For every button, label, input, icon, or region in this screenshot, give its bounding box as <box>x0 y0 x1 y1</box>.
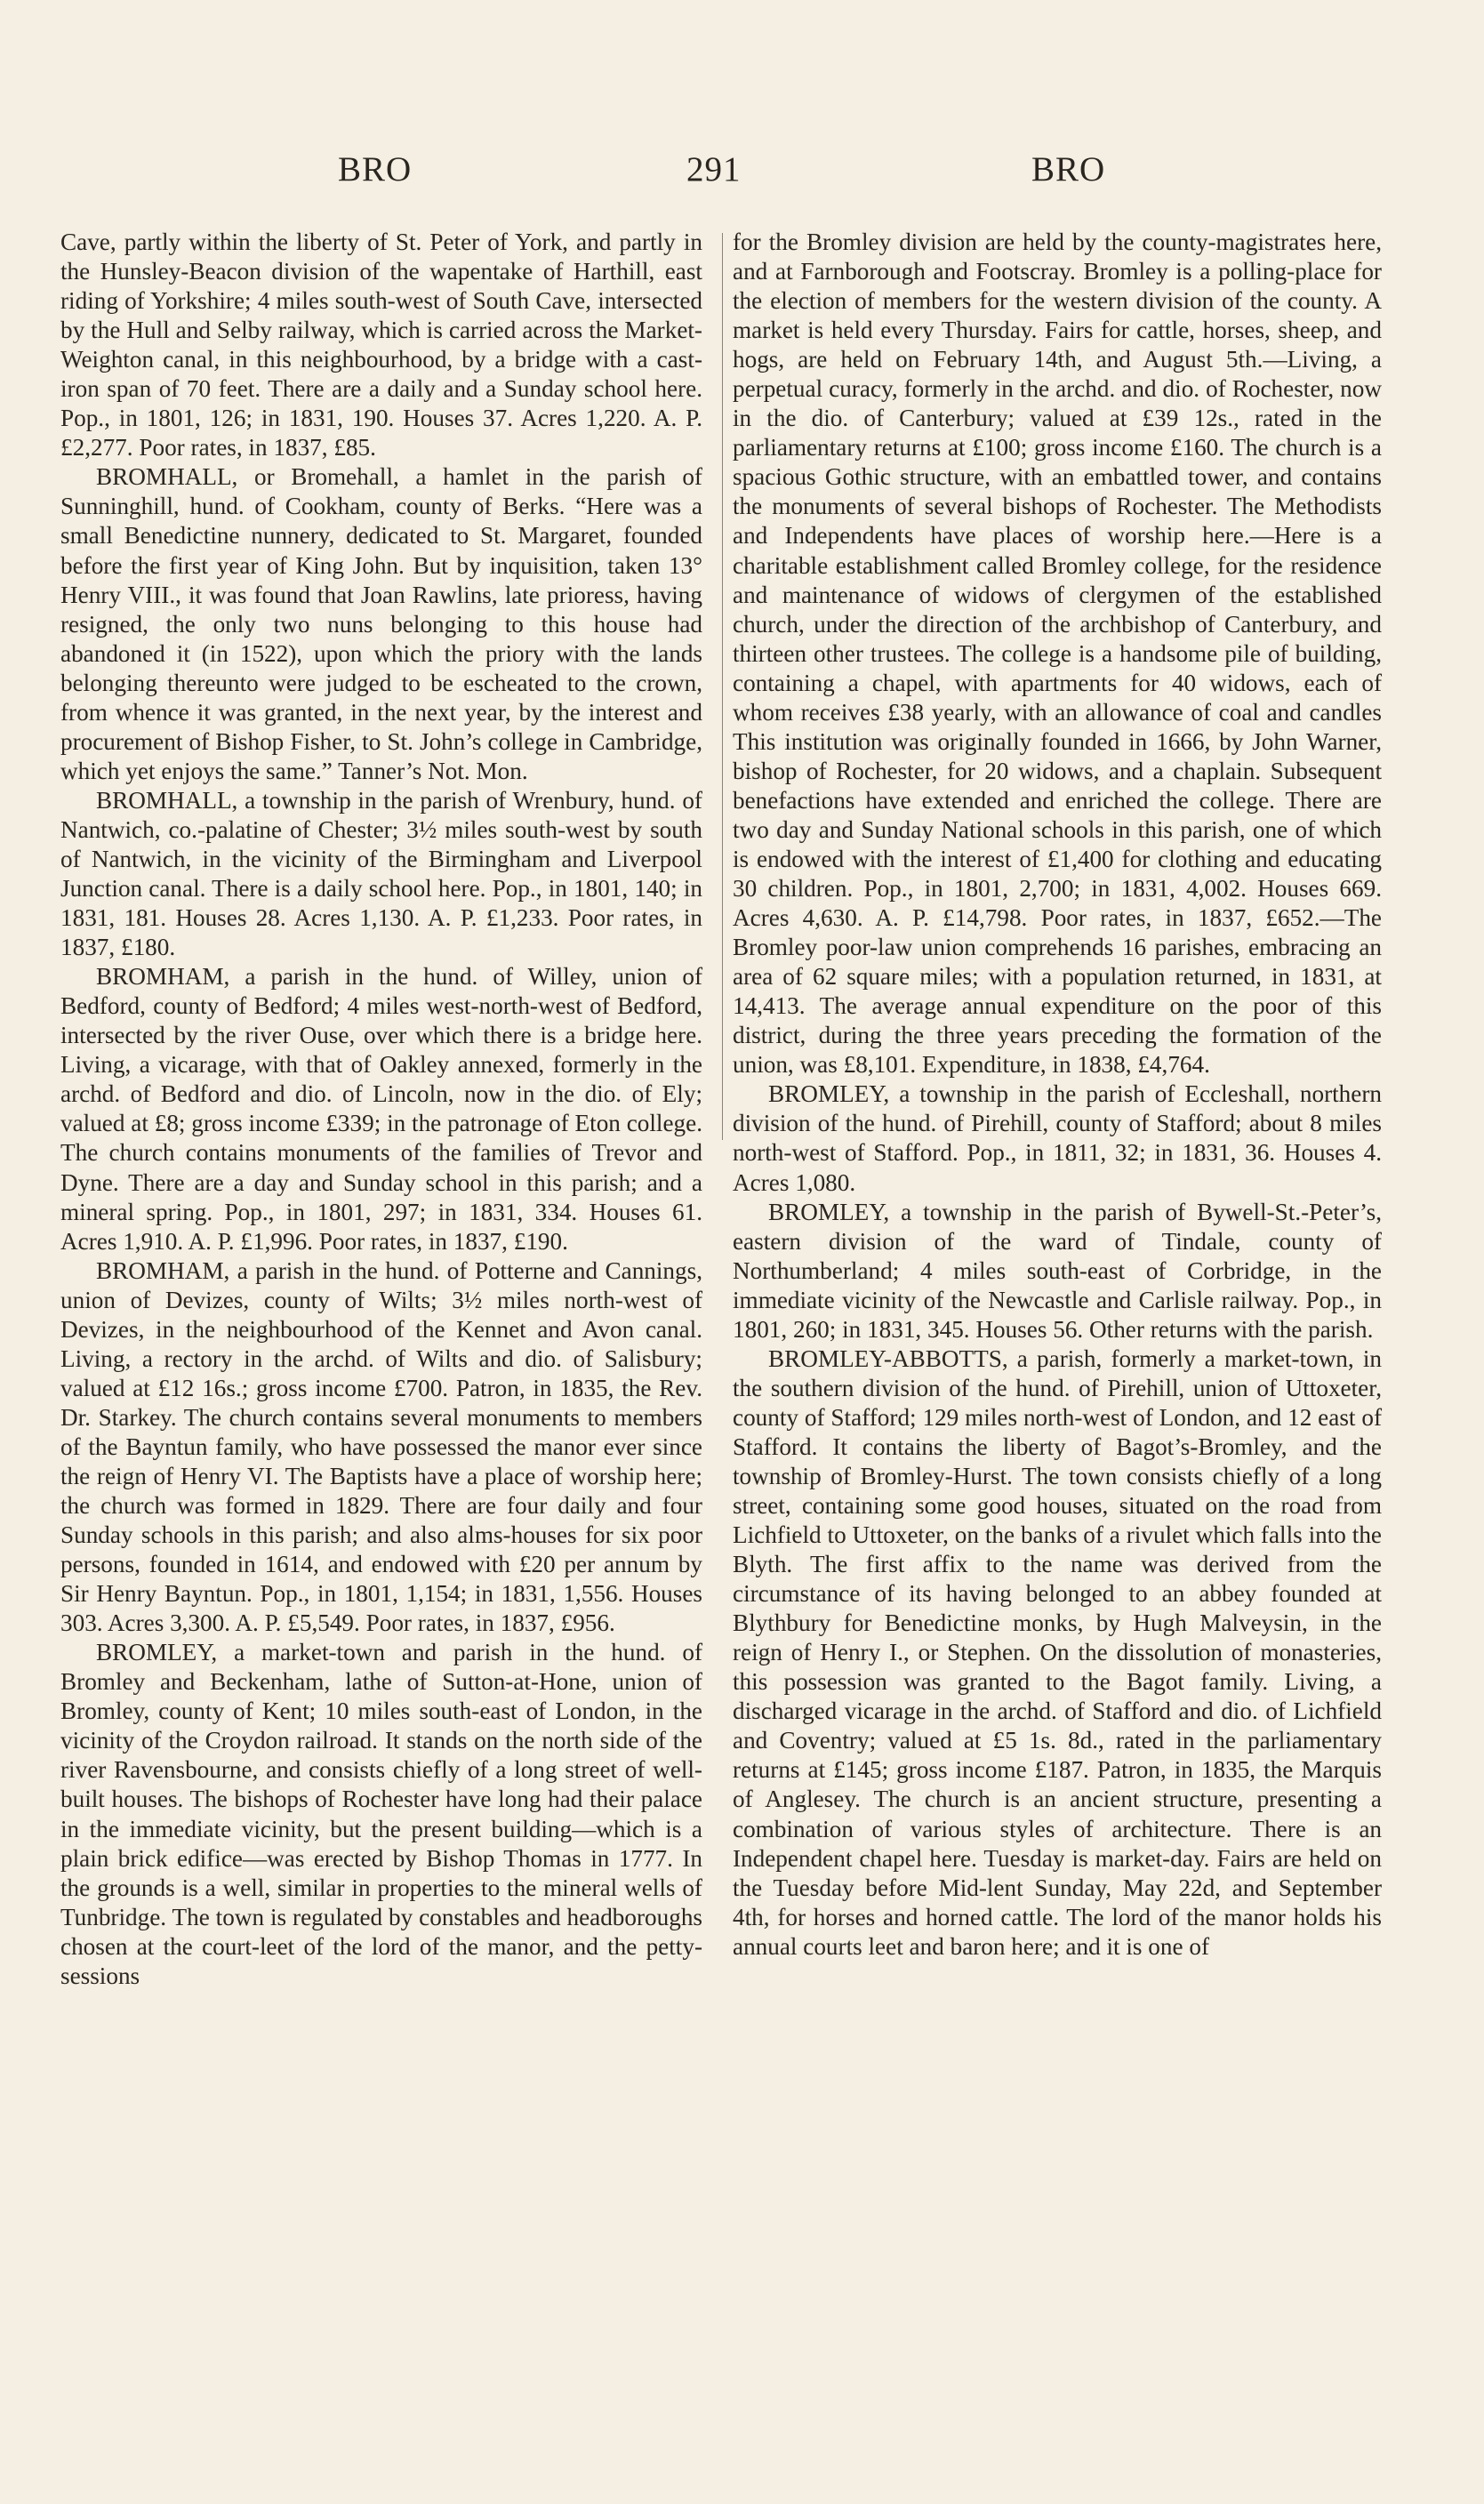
page-number: 291 <box>686 150 742 189</box>
running-header <box>0 149 1484 194</box>
entry-paragraph: Cave, partly within the liberty of St. Peter of York, and partly in the Hunsley-Beacon division of the wapentake of Harthill, east riding of Yorkshire; 4 miles south-west of South Cave, intersected by the Hull and Selby railway, which is carried across the Market-Weighton canal, in this neighbourhood, by a bridge with a cast-iron span of 70 feet. There are a daily and a Sunday school here. Pop., in 1801, 126; in 1831, 190. Houses 37. Acres 1,220. A. P. £2,277. Poor rates, in 1837, £85. <box>60 229 702 461</box>
entry-paragraph: BROMLEY, a township in the parish of Bywell-St.-Peter’s, eastern division of the ward of Tindale, county of Northumberland; 4 miles south-east of Corbridge, in the immediate vicinity of the Newcastle and Carlisle railway. Pop., in 1801, 260; in 1831, 345. Houses 56. Other returns with the parish. <box>733 1198 1382 1343</box>
entry-paragraph: for the Bromley division are held by the county-magistrates here, and at Farnborough and Footscray. Bromley is a polling-place for the election of members for the western division of the county. A market is held every Thursday. Fairs for cattle, horses, sheep, and hogs, are held on February 14th, and August 5th.—Living, a perpetual curacy, formerly in the archd. and dio. of Rochester, now in the dio. of Canterbury; valued at £39 12s., rated in the parliamentary returns at £100; gross income £160. The church is a spacious Gothic structure, with an embattled tower, and contains the monuments of several bishops of Rochester. The Methodists and Independents have places of worship here.—Here is a charitable establishment called Bromley college, for the residence and maintenance of widows of clergymen of the established church, under the direction of the archbishop of Canterbury, and thirteen other trustees. The college is a handsome pile of building, containing a chapel, with apartments for 40 widows, each of whom receives £38 yearly, with an allowance of coal and candles This institution was originally founded in 1666, by John Warner, bishop of Rochester, for 20 widows, and a chaplain. Subsequent benefactions have extended and enriched the college. There are two day and Sunday National schools in this parish, one of which is endowed with the interest of £1,400 for clothing and educating 30 children. Pop., in 1801, 2,700; in 1831, 4,002. Houses 669. Acres 4,630. A. P. £14,798. Poor rates, in 1837, £652.—The Bromley poor-law union comprehends 16 parishes, embracing an area of 62 square miles; with a population returned, in 1831, at 14,413. The average annual expenditure on the poor of this district, during the three years preceding the formation of the union, was £8,101. Expenditure, in 1838, £4,764. <box>733 229 1382 1079</box>
left-column <box>60 228 702 1991</box>
entry-paragraph: BROMHALL, or Bromehall, a hamlet in the parish of Sunninghill, hund. of Cookham, county of Berks. “Here was a small Benedictine nunnery, dedicated to St. Margaret, founded before the first year of King John. But by inquisition, taken 13° Henry VIII., it was found that Joan Rawlins, late prioress, having resigned, the only two nuns belonging to this house had abandoned it (in 1522), upon which the priory with the lands belonging thereunto were judged to be escheated to the crown, from whence it was granted, in the next year, by the interest and procurement of Bishop Fisher, to St. John’s college in Cambridge, which yet enjoys the same.” Tanner’s Not. Mon. <box>60 463 702 784</box>
header-left-catchword: BRO <box>338 150 413 189</box>
right-column <box>733 228 1382 1962</box>
entry-paragraph: BROMHALL, a township in the parish of Wrenbury, hund. of Nantwich, co.-palatine of Chester; 3½ miles south-west by south of Nantwich, in the vicinity of the Birmingham and Liverpool Junction canal. There is a daily school here. Pop., in 1801, 140; in 1831, 181. Houses 28. Acres 1,130. A. P. £1,233. Poor rates, in 1837, £180. <box>60 786 702 961</box>
entry-paragraph: BROMHAM, a parish in the hund. of Potterne and Cannings, union of Devizes, county of Wilts; 3½ miles north-west of Devizes, in the neighbourhood of the Kennet and Avon canal. Living, a rectory in the archd. of Wilts and dio. of Salisbury; valued at £12 16s.; gross income £700. Patron, in 1835, the Rev. Dr. Starkey. The church contains several monuments to members of the Bayntun family, who have possessed the manor ever since the reign of Henry VI. The Baptists have a place of worship here; the church was formed in 1829. There are four daily and four Sunday schools in this parish; and also alms-houses for six poor persons, founded in 1614, and endowed with £20 per annum by Sir Henry Bayntun. Pop., in 1801, 1,154; in 1831, 1,556. Houses 303. Acres 3,300. A. P. £5,549. Poor rates, in 1837, £956. <box>60 1256 702 1637</box>
entry-paragraph: BROMLEY, a market-town and parish in the hund. of Bromley and Beckenham, lathe of Sutton-at-Hone, union of Bromley, county of Kent; 10 miles south-east of London, in the vicinity of the Croydon railroad. It stands on the north side of the river Ravensbourne, and consists chiefly of a long street of well-built houses. The bishops of Rochester have long had their palace in the immediate vicinity, but the present building—which is a plain brick edifice—was erected by Bishop Thomas in 1777. In the grounds is a well, similar in properties to the mineral wells of Tunbridge. The town is regulated by constables and headboroughs chosen at the court-leet of the lord of the manor, and the petty-sessions <box>60 1639 702 1989</box>
header-right-catchword: BRO <box>1031 150 1106 189</box>
entry-paragraph: BROMLEY, a township in the parish of Eccleshall, northern division of the hund. of Pirehill, county of Stafford; about 8 miles north-west of Stafford. Pop., in 1811, 32; in 1831, 36. Houses 4. Acres 1,080. <box>733 1080 1382 1196</box>
entry-paragraph: BROMLEY-ABBOTTS, a parish, formerly a market-town, in the southern division of the hund. of Pirehill, union of Uttoxeter, county of Stafford; 129 miles north-west of London, and 12 east of Stafford. It contains the liberty of Bagot’s-Bromley, and the township of Bromley-Hurst. The town consists chiefly of a long street, containing some good houses, situated on the road from Lichfield to Uttoxeter, on the banks of a rivulet which falls into the Blyth. The first affix to the name was derived from the circumstance of its having belonged to an abbey founded at Blythbury for Benedictine monks, by Hugh Malveysin, in the reign of Henry I., or Stephen. On the dissolution of monasteries, this possession was granted to the Bagot family. Living, a discharged vicarage in the archd. of Stafford and dio. of Lichfield and Coventry; valued at £5 1s. 8d., rated in the parliamentary returns at £145; gross income £187. Patron, in 1835, the Marquis of Anglesey. The church is an ancient structure, presenting a combination of various styles of architecture. There is an Independent chapel here. Tuesday is market-day. Fairs are held on the Tuesday before Mid-lent Sunday, May 22d, and September 4th, for horses and horned cattle. The lord of the manor holds his annual courts leet and baron here; and it is one of <box>733 1344 1382 1960</box>
entry-paragraph: BROMHAM, a parish in the hund. of Willey, union of Bedford, county of Bedford; 4 miles west-north-west of Bedford, intersected by the river Ouse, over which there is a bridge here. Living, a vicarage, with that of Oakley annexed, formerly in the archd. of Bedford and dio. of Lincoln, now in the dio. of Ely; valued at £8; gross income £339; in the patronage of Eton college. The church contains monuments of the families of Trevor and Dyne. There are a day and Sunday school in this parish; and a mineral spring. Pop., in 1801, 297; in 1831, 334. Houses 61. Acres 1,910. A. P. £1,996. Poor rates, in 1837, £190. <box>60 963 702 1255</box>
column-divider <box>722 233 723 1140</box>
